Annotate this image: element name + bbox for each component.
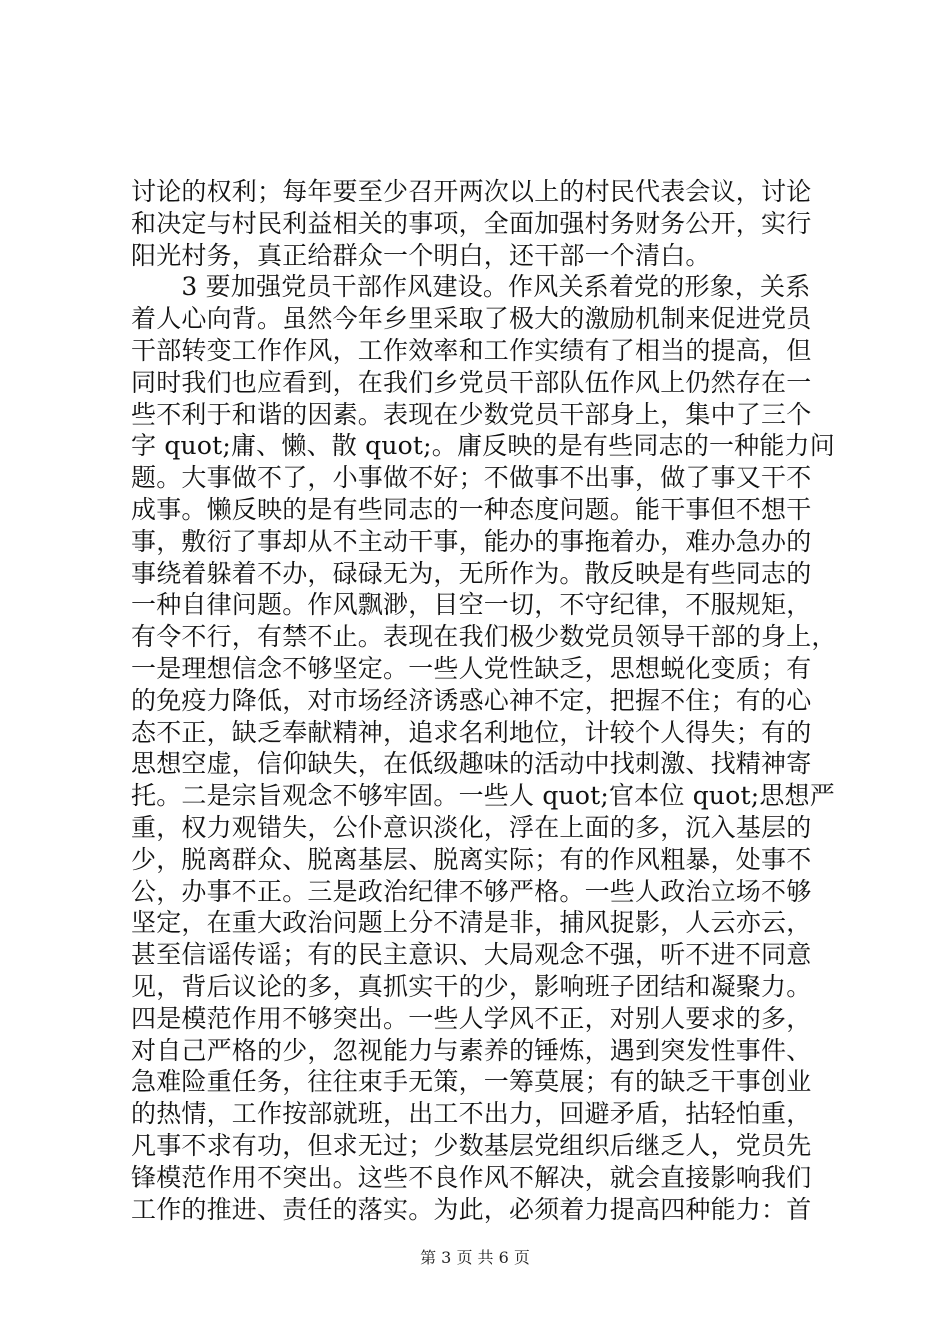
text-line: 和决定与村民利益相关的事项，全面加强村务财务公开，实行 (131, 208, 812, 238)
text-line: 少，脱离群众、脱离基层、脱离实际；有的作风粗暴，处事不 (131, 844, 812, 874)
text-line: 字 quot;庸、懒、散 quot;。庸反映的是有些同志的一种能力问 (131, 431, 835, 461)
text-line: 有令不行，有禁不止。表现在我们极少数党员领导干部的身上， (131, 622, 837, 652)
text-line: 事，敷衍了事却从不主动干事，能办的事拖着办，难办急办的 (131, 526, 812, 556)
page-footer (0, 1245, 950, 1268)
text-line: 事绕着躲着不办，碌碌无为，无所作为。散反映是有些同志的 (131, 558, 812, 588)
body-text (131, 176, 837, 1225)
text-line: 对自己严格的少，忽视能力与素养的锤炼，遇到突发性事件、 (131, 1035, 812, 1065)
text-line: 公，办事不正。三是政治纪律不够严格。一些人政治立场不够 (131, 876, 812, 906)
text-line: 四是模范作用不够突出。一些人学风不正，对别人要求的多， (131, 1003, 812, 1033)
text-line: 的热情，工作按部就班，出工不出力，回避矛盾，拈轻怕重， (131, 1099, 812, 1129)
text-line: 着人心向背。虽然今年乡里采取了极大的激励机制来促进党员 (131, 304, 812, 334)
text-line: 托。二是宗旨观念不够牢固。一些人 quot;官本位 quot;思想严 (131, 781, 835, 811)
text-line: 急难险重任务，往往束手无策，一筹莫展；有的缺乏干事创业 (131, 1067, 812, 1097)
text-line: 态不正，缺乏奉献精神，追求名利地位，计较个人得失；有的 (131, 717, 812, 747)
text-line: 甚至信谣传谣；有的民主意识、大局观念不强，听不进不同意 (131, 940, 812, 970)
text-line: 些不利于和谐的因素。表现在少数党员干部身上，集中了三个 (131, 399, 812, 429)
text-line: 重，权力观错失，公仆意识淡化，浮在上面的多，沉入基层的 (131, 812, 812, 842)
text-line: 工作的推进、责任的落实。为此，必须着力提高四种能力：首 (131, 1194, 812, 1224)
text-line: 成事。懒反映的是有些同志的一种态度问题。能干事但不想干 (131, 494, 812, 524)
text-line: 一是理想信念不够坚定。一些人党性缺乏，思想蜕化变质；有 (131, 653, 812, 683)
text-line: 题。大事做不了，小事做不好；不做事不出事，做了事又干不 (131, 463, 812, 493)
text-line: 锋模范作用不突出。这些不良作风不解决，就会直接影响我们 (131, 1162, 812, 1192)
text-line: 坚定，在重大政治问题上分不清是非，捕风捉影，人云亦云， (131, 908, 812, 938)
text-line: 一种自律问题。作风飘渺，目空一切，不守纪律，不服规矩， (131, 590, 812, 620)
text-line: 讨论的权利；每年要至少召开两次以上的村民代表会议，讨论 (131, 177, 812, 206)
text-line: 3 要加强党员干部作风建设。作风关系着党的形象，关系 (131, 272, 811, 302)
text-line: 干部转变工作作风，工作效率和工作实绩有了相当的提高，但 (131, 335, 812, 365)
text-line: 阳光村务，真正给群众一个明白，还干部一个清白。 (131, 240, 711, 270)
text-line: 凡事不求有功，但求无过；少数基层党组织后继乏人，党员先 (131, 1130, 812, 1160)
page-number-label: 第 3 页 共 6 页 (420, 1248, 530, 1267)
text-line: 思想空虚，信仰缺失，在低级趣味的活动中找刺激、找精神寄 (131, 749, 812, 779)
text-line: 同时我们也应看到，在我们乡党员干部队伍作风上仍然存在一 (131, 367, 812, 397)
text-line: 见，背后议论的多，真抓实干的少，影响班子团结和凝聚力。 (131, 971, 812, 1001)
text-line: 的免疫力降低，对市场经济诱惑心神不定，把握不住；有的心 (131, 685, 812, 715)
